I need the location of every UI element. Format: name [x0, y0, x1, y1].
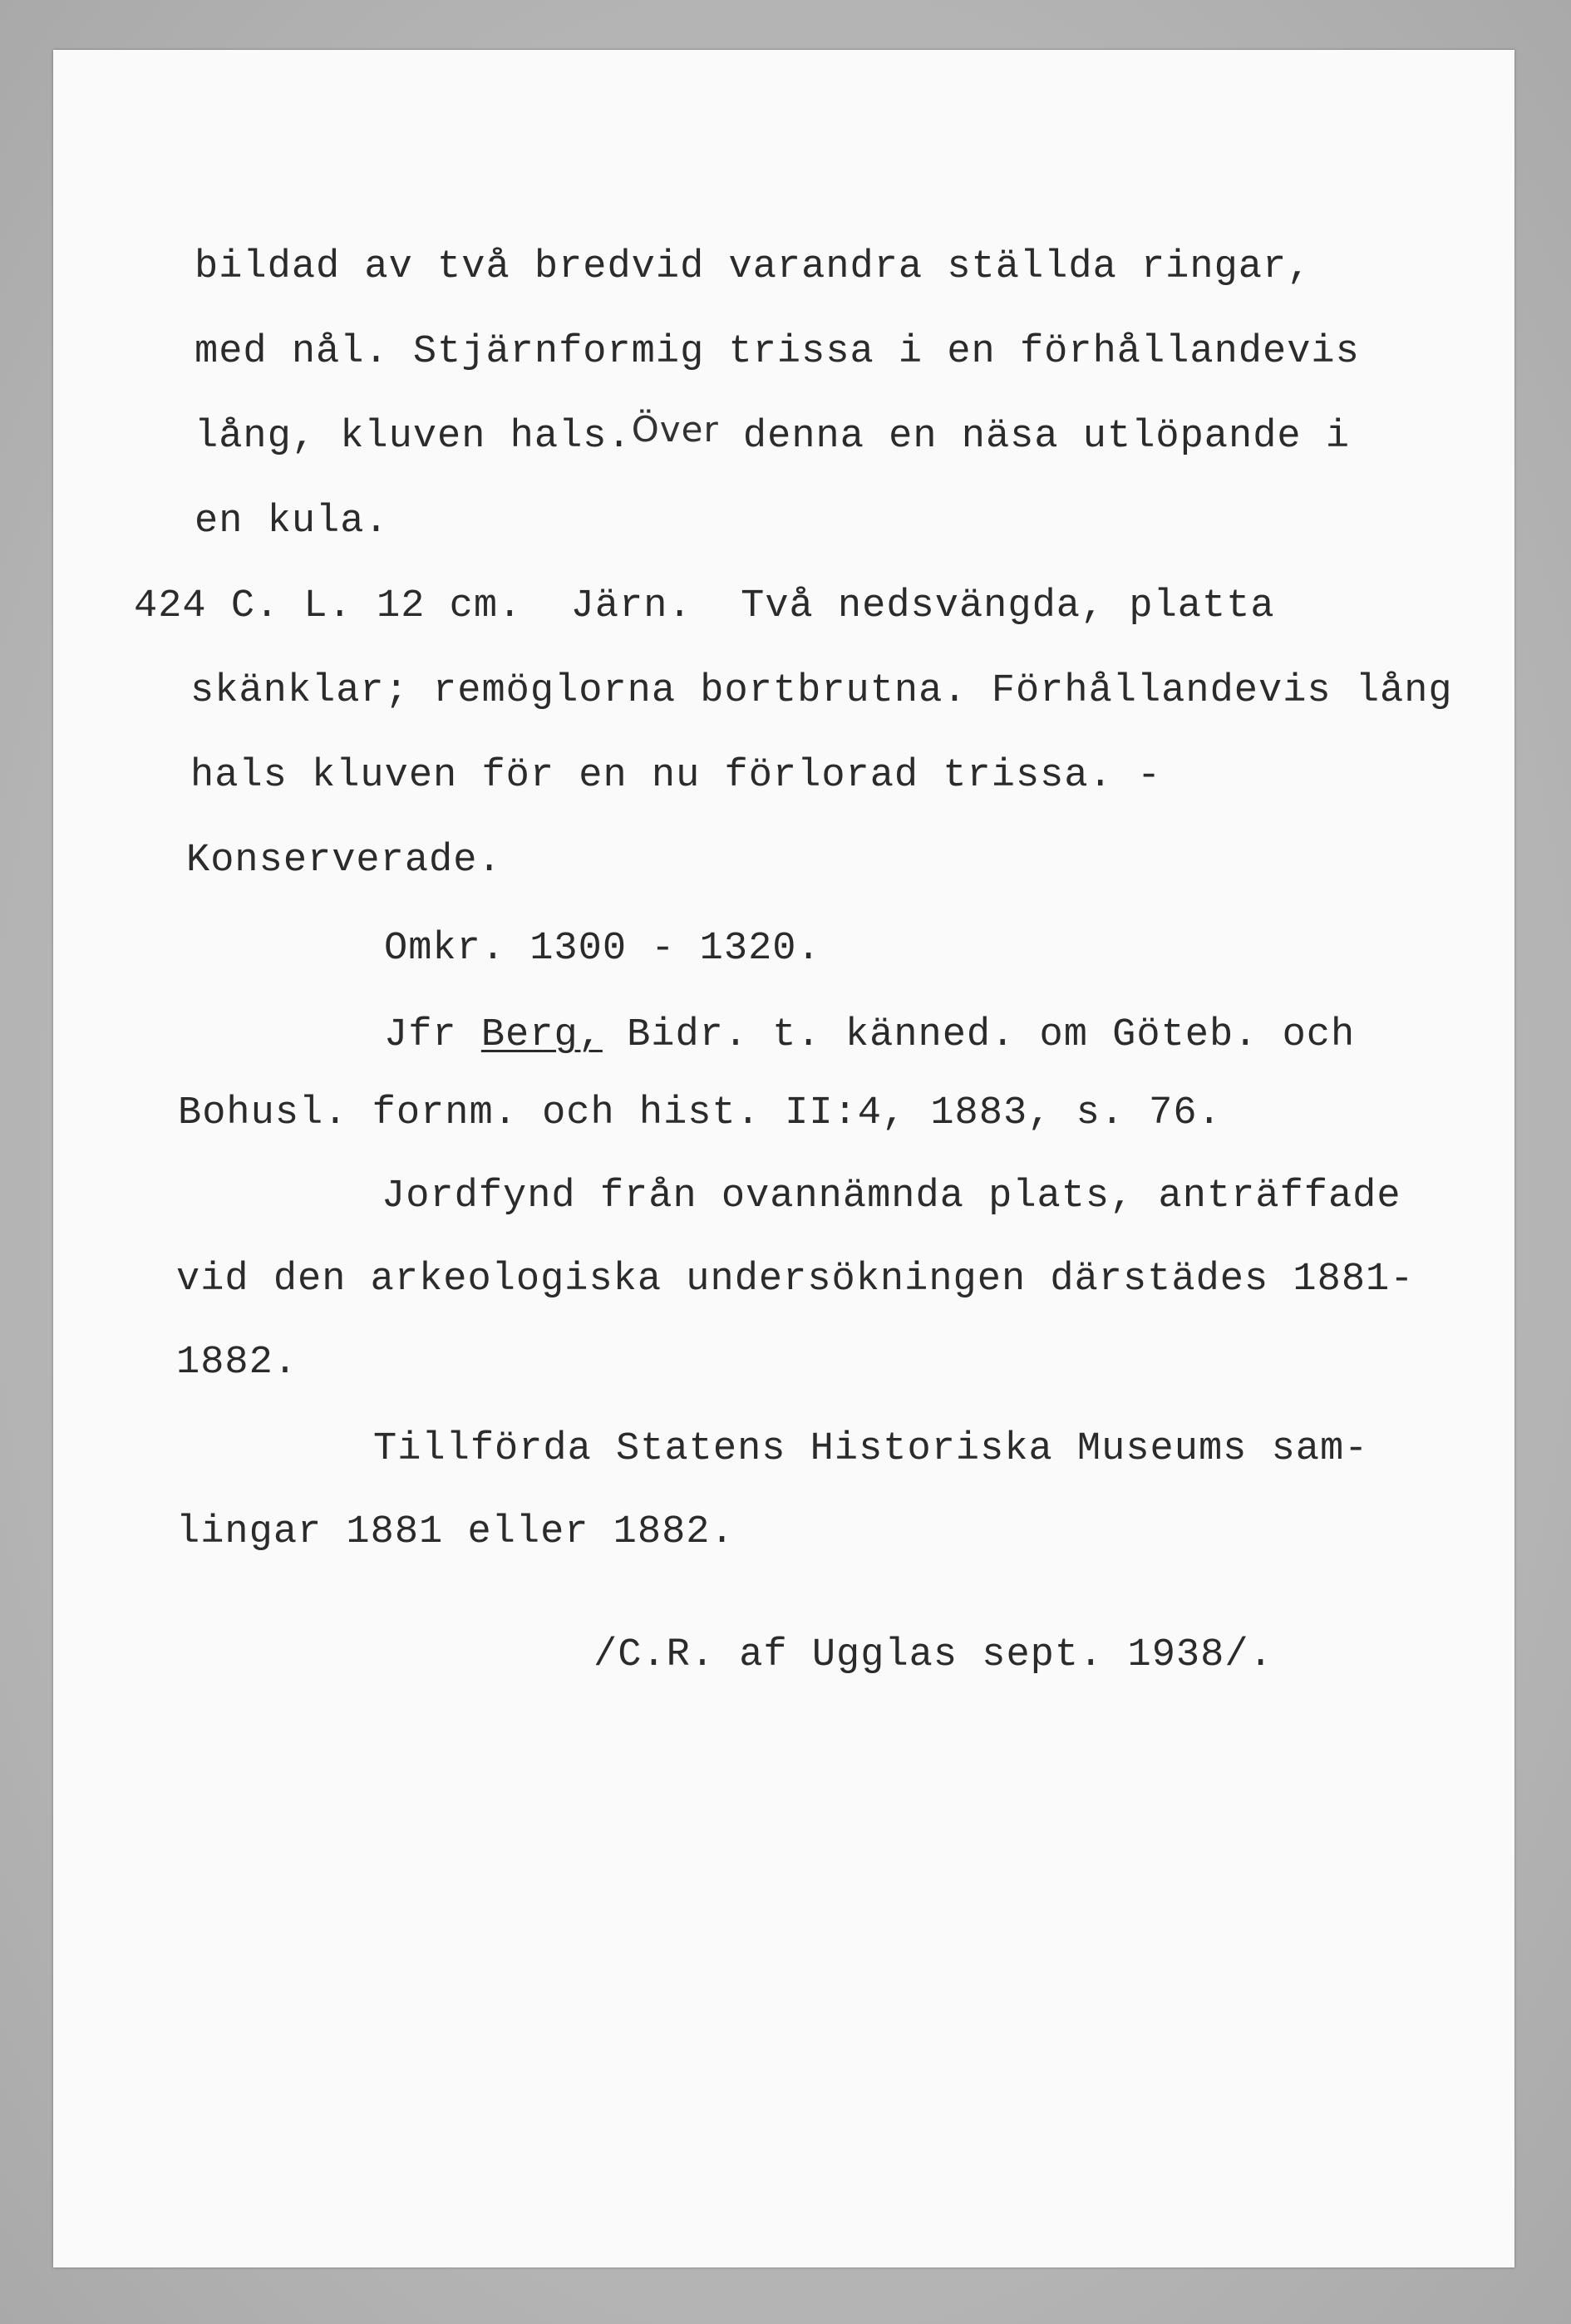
find-line-3: 1882. [176, 1341, 298, 1385]
text-line-8: Konserverade. [186, 839, 502, 883]
acquisition-line-1: Tillförda Statens Historiska Museums sam- [373, 1427, 1369, 1471]
reference-title: Bidr. t. känned. om Göteb. och [602, 1013, 1356, 1057]
text-line-3 [195, 409, 1351, 459]
reference-line-2: Bohusl. fornm. och hist. II:4, 1883, s. 76. [178, 1091, 1222, 1135]
dating-line: Omkr. 1300 - 1320. [384, 927, 821, 971]
handwritten-correction: Över [631, 409, 719, 450]
reference-line-1 [384, 1013, 1356, 1057]
text-line-6: skänklar; remöglorna bortbrutna. Förhållandevis lång [190, 669, 1453, 713]
find-line-2: vid den arkeologiska undersökningen därstädes 1881- [176, 1258, 1415, 1302]
text-line-2: med nål. Stjärnformig trissa i en förhållandevis [195, 330, 1360, 374]
catalog-card [53, 50, 1514, 2267]
text-line-3-end: denna en näsa utlöpande i [718, 415, 1351, 459]
text-line-1: bildad av två bredvid varandra ställda ringar, [195, 245, 1312, 289]
text-line-7: hals kluven för en nu förlorad trissa. - [190, 754, 1162, 798]
find-line-1: Jordfynd från ovannämnda plats, anträffade [382, 1174, 1401, 1219]
text-line-3-start: lång, kluven hals. [195, 415, 632, 459]
entry-424-heading: 424 C. L. 12 cm. Järn. Två nedsvängda, platta [134, 584, 1275, 628]
reference-prefix: Jfr [384, 1013, 481, 1057]
signature-line: /C.R. af Ugglas sept. 1938/. [593, 1633, 1273, 1677]
reference-author: Berg, [480, 1013, 603, 1057]
acquisition-line-2: lingar 1881 eller 1882. [176, 1510, 735, 1554]
text-line-4: en kula. [195, 500, 389, 544]
